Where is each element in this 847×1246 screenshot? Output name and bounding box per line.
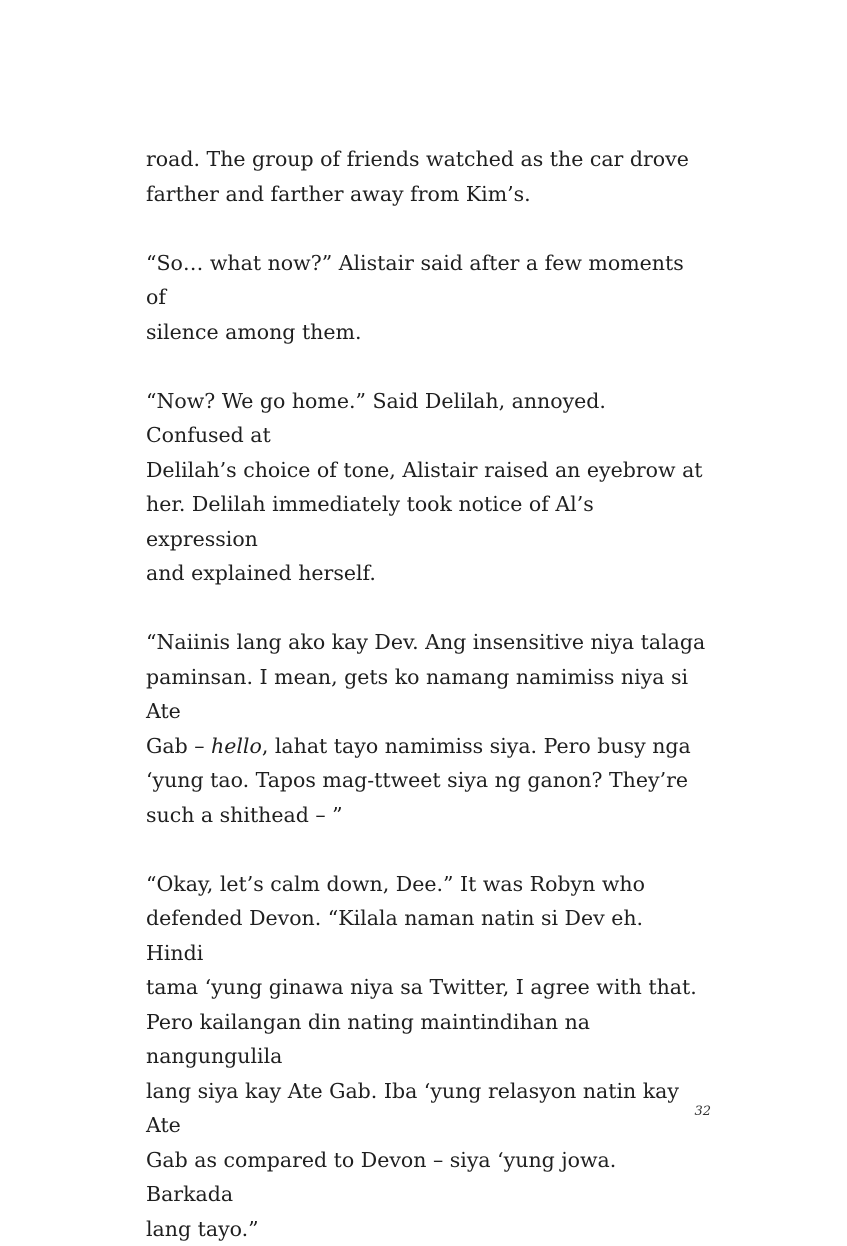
paragraph-3: “Now? We go home.” Said Delilah, annoyed. Confused at Delilah’s choice of tone, Alistair raised an eyebrow at her. Delilah immediately took notice of Al’s expression and explained herself. (146, 384, 706, 591)
paragraph-5: “Okay, let’s calm down, Dee.” It was Robyn who defended Devon. “Kilala naman natin si Dev eh. Hindi tama ‘yung ginawa niya sa Twitter, I agree with that. Pero kailangan din nating maintindihan na nangungulila lang siya kay Ate Gab. Iba ‘yung relasyon natin kay Ate Gab as compared to Devon – siya ‘yung jowa. Barkada lang tayo.” (146, 867, 706, 1246)
paragraph-4-italic-word: hello (211, 734, 262, 758)
paragraph-4 (146, 625, 706, 832)
paragraph-4-text-before: “Naiinis lang ako kay Dev. Ang insensitive niya talaga paminsan. I mean, gets ko namang namimiss niya si Ate Gab – (146, 630, 705, 758)
paragraph-1: road. The group of friends watched as the car drove farther and farther away from Kim’s. (146, 142, 706, 211)
page-number: 32 (671, 1104, 711, 1119)
paragraph-2: “So… what now?” Alistair said after a few moments of silence among them. (146, 246, 706, 350)
body-text (146, 142, 706, 1246)
paragraph-4-text-after: , lahat tayo namimiss siya. Pero busy nga ‘yung tao. Tapos mag-ttweet siya ng ganon? They’re such a shithead – ” (146, 734, 691, 827)
